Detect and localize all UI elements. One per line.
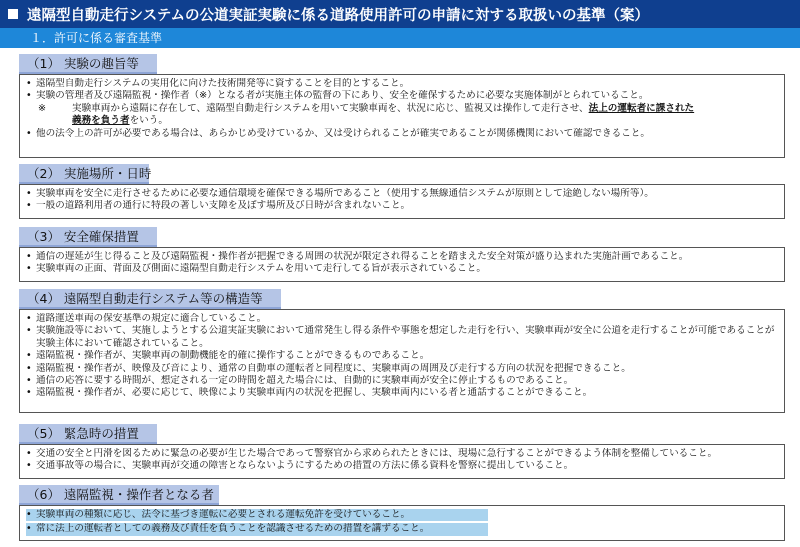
list-item: • 道路運送車両の保安基準の規定に適合していること。 [26, 313, 267, 324]
section-heading: （2） 実施場所・日時 [19, 164, 149, 184]
list-item: • 交通の安全と円滑を図るために緊急の必要が生じた場合であって警察官から求められたときには、現場に急行することができるよう体制を整備していること。 [26, 448, 718, 459]
section-heading: （6） 遠隔監視・操作者となる者 [19, 485, 219, 505]
section-body [19, 505, 785, 541]
list-item: • 実験車両を安全に走行させるために必要な通信環境を確保できる場所であること（使用する無線通信システムが原則として途絶しない場所等）。 [26, 188, 654, 199]
list-item: • 遠隔監視・操作者が、実験車両の制動機能を的確に操作することができるものであること。 [26, 350, 430, 362]
list-item: • 通信の遅延が生じ得ること及び遠隔監視・操作者が把握できる周囲の状況が限定され得ることを踏まえた安全対策が盛り込まれた実施計画であること。 [26, 251, 689, 262]
list-item: • 実験施設等において、実施しようとする公道実証実験において通常発生し得る条件や事態を想定した走行を行い、実験車両が安全に公道を走行することが可能であることが実験主体において確認されていること。 [26, 325, 775, 349]
page-title: 遠隔型自動走行システムの公道実証実験に係る道路使用許可の申請に対する取扱いの基準（案） [27, 7, 650, 24]
section-body [19, 184, 785, 219]
section-heading: （5） 緊急時の措置 [19, 424, 157, 444]
list-item: • 実験車両の種類に応じ、法令に基づき運転に必要とされる運転免許を受けていること。 [26, 509, 488, 521]
page-subtitle: １．許可に係る審査基準 [30, 31, 163, 45]
section-heading: （3） 安全確保措置 [19, 227, 157, 247]
section-body [19, 309, 785, 413]
list-item: • 遠隔型自動走行システムの実用化に向けた技術開発等に資することを目的とすること。 [26, 78, 410, 89]
list-item: • 遠隔監視・操作者が、必要に応じて、映像により実験車両内の状況を把握し、実験車両内にいる者と通話することができること。 [26, 387, 593, 399]
section-body [19, 247, 785, 282]
list-item: • 一般の道路利用者の通行に特段の著しい支障を及ぼす場所及び日時が含まれないこと。 [26, 200, 411, 212]
list-item: • 遠隔監視・操作者が、映像及び音により、通常の自動車の運転者と同程度に、実験車両の周囲及び走行する方向の状況を把握できること。 [26, 362, 631, 374]
section-heading: （4） 遠隔型自動走行システム等の構造等 [19, 289, 281, 309]
square-bullet-icon [8, 9, 18, 19]
title-bar [0, 0, 800, 28]
list-item: • 実験の管理者及び遠隔監視・操作者（※）となる者が実施主体の監督の下にあり、安全を確保するために必要な実施体制がとられていること。 [26, 90, 649, 102]
section-body [19, 444, 785, 479]
subtitle-bar [0, 28, 800, 48]
list-item: • 通信の応答に要する時間が、想定される一定の時間を超えた場合には、自動的に実験車両が安全に停止するものであること。 [26, 375, 574, 387]
list-item: • 交通事故等の場合に、実験車両が交通の障害とならないようにするための措置の方法に係る資料を警察に提出していること。 [26, 460, 574, 472]
section-body [19, 74, 785, 158]
list-item: • 実験車両の正面、背面及び側面に遠隔型自動走行システムを用いて走行してる旨が表示されていること。 [26, 263, 486, 275]
section-heading: （1） 実験の趣旨等 [19, 54, 157, 74]
note-item: ※ 実験車両から遠隔に存在して、遠隔型自動走行システムを用いて実験車両を、状況に応じ、監視又は操作して走行させ、法上の運転者に課された 義務を負う者をいう。 [38, 102, 695, 127]
list-item: • 他の法令上の許可が必要である場合は、あらかじめ受けているか、又は受けられることが確実であることが関係機関において確認できること。 [26, 127, 650, 139]
list-item: • 常に法上の運転者としての義務及び責任を負うことを認識させるための措置を講ずること。 [26, 523, 488, 535]
